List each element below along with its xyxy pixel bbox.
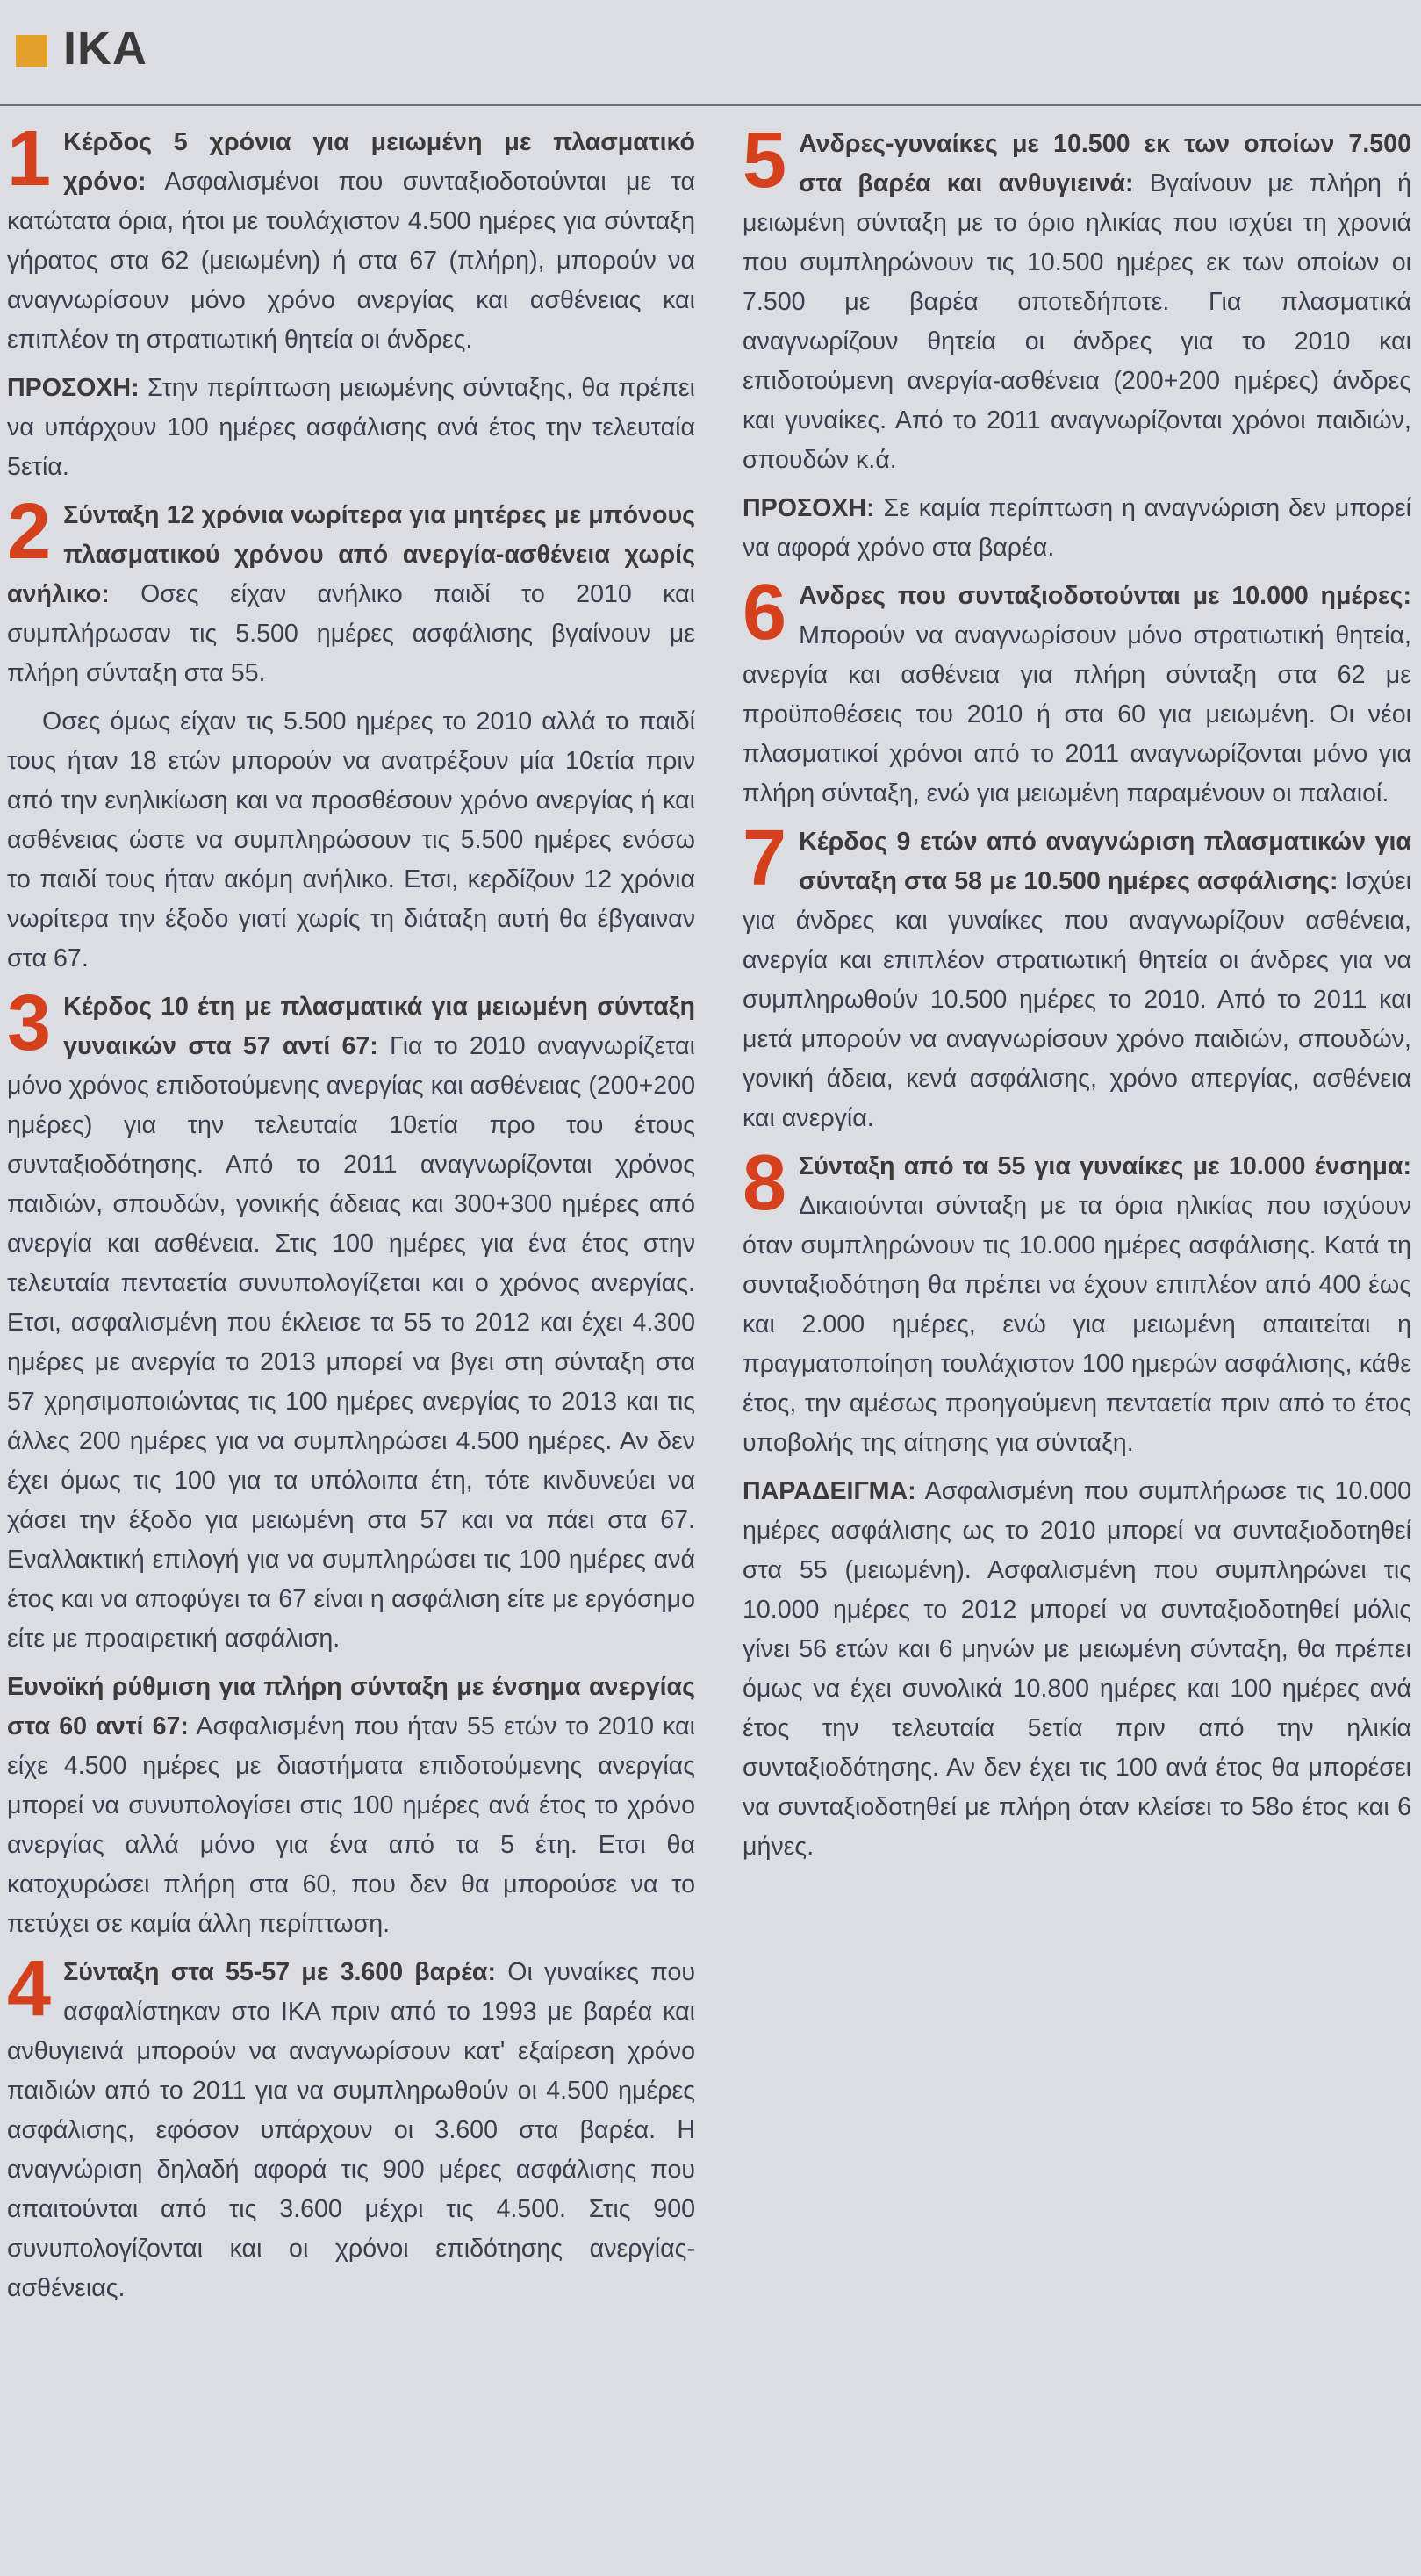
item-heading: Ανδρες-γυναίκες με 10.500 εκ των οποίων 7.500 στα βαρέα και ανθυγιεινά:	[799, 130, 1411, 197]
item-text: Οι γυναίκες που ασφαλίστηκαν στο ΙΚΑ πριν από το 1993 με βαρέα και ανθυγιεινά μπορούν να αναγνωρίσουν κατ' εξαίρεση χρόνο παιδιών από το 2011 για να συμπληρωθούν οι 4.500 ημέρες ασφάλισης, εφόσον υπάρχουν οι 3.600 στα βαρέα. Η αναγνώριση δηλαδή αφορά τις 900 μέρες ασφάλισης που απαιτούνται από τις 3.600 μέχρι τις 4.500. Στις 900 συνυπολογίζονται και οι χρόνοι επιδότησης ανεργίας-ασθένειας.	[7, 1958, 695, 2302]
item-number: 1	[7, 115, 52, 203]
item-paragraph: Οσες όμως είχαν τις 5.500 ημέρες το 2010 αλλά το παιδί τους ήταν 18 ετών μπορούν να ανατρέξουν μία 10ετία πριν από την ενηλικίωση και να προσθέσουν χρόνο ανεργίας ή και ασθένειας ώστε να συμπληρώσουν τις 5.500 ημέρες ενόσω το παιδί τους ήταν ακόμη ανήλικο. Ετσι, κερδίζουν 12 χρόνια νωρίτερα την έξοδο γιατί χωρίς τη διάταξη αυτή θα έβγαιναν στα 67.	[7, 707, 695, 972]
item-heading: Κέρδος 5 χρόνια για μειωμένη με πλασματικό χρόνο:	[63, 128, 695, 196]
left-column	[7, 115, 695, 2317]
item-4	[7, 1945, 695, 2308]
item-heading: Ανδρες που συνταξιοδοτούνται με 10.000 ημέρες:	[799, 582, 1411, 610]
item-text: Μπορούν να αναγνωρίσουν μόνο στρατιωτική θητεία, ανεργία και ασθένεια για πλήρη σύνταξη στα 62 με προϋποθέσεις του 2010 ή στα 60 για μειωμένη. Οι νέοι πλασματικοί χρόνοι από το 2011 αναγνωρίζονται μόνο για πλήρη σύνταξη, ενώ για μειωμένη παραμένουν οι παλαιοί.	[743, 621, 1411, 807]
item-number: 5	[743, 117, 787, 205]
subsection-heading: Ευνοϊκή ρύθμιση για πλήρη σύνταξη με ένσημα ανεργίας στα 60 αντί 67:	[7, 1673, 695, 1740]
note-text: Σε καμία περίπτωση η αναγνώριση δεν μπορεί να αφορά χρόνο στα βαρέα.	[743, 494, 1411, 562]
right-column	[743, 117, 1411, 1876]
item-heading: Κέρδος 9 ετών από αναγνώριση πλασματικών για σύνταξη στα 58 με 10.500 ημέρες ασφάλισης:	[799, 828, 1411, 895]
item-7	[743, 814, 1411, 1138]
section-title: ΙΚΑ	[63, 22, 147, 75]
item-3	[7, 979, 695, 1944]
item-1	[7, 115, 695, 487]
item-number: 2	[7, 488, 52, 576]
subsection-text: Ασφαλισμένη που ήταν 55 ετών το 2010 και είχε 4.500 ημέρες με διαστήματα επιδοτούμενης ανεργίας μπορεί να συνυπολογίσει στις 100 ημέρες ανά έτος το χρόνο ανεργίας αλλά μόνο για ένα από τα 5 έτη. Ετσι θα κατοχυρώσει πλήρη στα 60, που δεν θα μπορούσε να το πετύχει σε καμία άλλη περίπτωση.	[7, 1712, 695, 1938]
note-text: Στην περίπτωση μειωμένης σύνταξης, θα πρέπει να υπάρχουν 100 ημέρες ασφάλισης ανά έτος την τελευταία 5ετία.	[7, 374, 695, 481]
item-number: 7	[743, 814, 787, 902]
item-text: Ασφαλισμένοι που συνταξιοδοτούνται με τα κατώτατα όρια, ήτοι με τουλάχιστον 4.500 ημέρες για σύνταξη γήρατος στα 62 (μειωμένη) ή στα 67 (πλήρη), μπορούν να αναγνωρίσουν μόνο χρόνο ανεργίας και ασθένειας και επιπλέον τη στρατιωτική θητεία οι άνδρες.	[7, 168, 695, 354]
item-5	[743, 117, 1411, 568]
item-8	[743, 1139, 1411, 1867]
note-label: ΠΡΟΣΟΧΗ:	[7, 374, 140, 402]
item-text: Οσες είχαν ανήλικο παιδί το 2010 και συμπλήρωσαν τις 5.500 ημέρες ασφάλισης βγαίνουν με πλήρη σύνταξη στα 55.	[7, 580, 695, 687]
item-number: 3	[7, 979, 52, 1067]
item-heading: Σύνταξη από τα 55 για γυναίκες με 10.000 ένσημα:	[799, 1152, 1411, 1180]
orange-square-icon	[16, 35, 47, 67]
note-label: ΠΡΟΣΟΧΗ:	[743, 494, 875, 522]
item-heading: Κέρδος 10 έτη με πλασματικά για μειωμένη σύνταξη γυναικών στα 57 αντί 67:	[63, 993, 695, 1060]
item-number: 8	[743, 1139, 787, 1227]
item-number: 6	[743, 569, 787, 657]
section-header	[0, 0, 1421, 106]
item-number: 4	[7, 1945, 52, 2033]
item-2	[7, 488, 695, 979]
item-text: Βγαίνουν με πλήρη ή μειωμένη σύνταξη με το όριο ηλικίας που ισχύει τη χρονιά που συμπληρώνουν τις 10.500 ημέρες εκ των οποίων οι 7.500 με βαρέα οποτεδήποτε. Για πλασματικά αναγνωρίζουν θητεία οι άνδρες για το 2010 και επιδοτούμενη ανεργία-ασθένεια (200+200 ημέρες) άνδρες και γυναίκες. Από το 2011 αναγνωρίζονται χρόνοι παιδιών, σπουδών κ.ά.	[743, 169, 1411, 474]
item-text: Δικαιούνται σύνταξη με τα όρια ηλικίας που ισχύουν όταν συμπληρώνουν τις 10.000 ημέρες ασφάλισης. Κατά τη συνταξιοδότηση θα πρέπει να έχουν επιπλέον από 400 έως και 2.000 ημέρες, ενώ για μειωμένη απαιτείται η πραγματοποίηση τουλάχιστον 100 ημερών ασφάλισης, κάθε έτος, την αμέσως προηγούμενη πενταετία πριν από το έτος υποβολής της αίτησης για σύνταξη.	[743, 1192, 1411, 1457]
item-6	[743, 569, 1411, 814]
item-heading: Σύνταξη 12 χρόνια νωρίτερα για μητέρες με μπόνους πλασματικού χρόνου από ανεργία-ασθένεια χωρίς ανήλικο:	[7, 501, 695, 608]
item-text: Για το 2010 αναγνωρίζεται μόνο χρόνος επιδοτούμενης ανεργίας και ασθένειας (200+200 ημέρες) για την τελευταία 10ετία προ του έτους συνταξιοδότησης. Από το 2011 αναγνωρίζονται χρόνος παιδιών, σπουδών, γονικής άδειας και 300+300 ημέρες από ανεργία και ασθένεια. Στις 100 ημέρες για ένα έτος στην τελευταία πενταετία συνυπολογίζεται και ο χρόνος ανεργίας. Ετσι, ασφαλισμένη που έκλεισε τα 55 το 2012 και έχει 4.300 ημέρες με ανεργία το 2013 μπορεί να βγει στη σύνταξη στα 57 χρησιμοποιώντας τις 100 ημέρες ανεργίας το 2013 και τις άλλες 200 ημέρες για να συμπληρώσει 4.500 ημέρες. Αν δεν έχει όμως τις 100 για τα υπόλοιπα έτη, τότε κινδυνεύει να χάσει την έξοδο για μειωμένη στα 57 και να πάει στα 67. Εναλλακτική επιλογή για να συμπληρώσει τις 100 ημέρες ανά έτος και να αποφύγει τα 67 είναι η ασφάλιση είτε με εργόσημο είτε με προαιρετική ασφάλιση.	[7, 1032, 695, 1653]
item-heading: Σύνταξη στα 55-57 με 3.600 βαρέα:	[63, 1958, 497, 1986]
item-text: Ισχύει για άνδρες και γυναίκες που αναγνωρίζουν ασθένεια, ανεργία και επιπλέον στρατιωτική θητεία οι άνδρες για να συμπληρωθούν 10.500 ημέρες το 2010. Από το 2011 και μετά μπορούν να αναγνωρίσουν χρόνο παιδιών, σπουδών, γονική άδεια, κενά ασφάλισης, χρόνο απεργίας, ασθένεια και ανεργία.	[743, 867, 1411, 1132]
example-text: Ασφαλισμένη που συμπλήρωσε τις 10.000 ημέρες ασφάλισης ως το 2010 μπορεί να συνταξιοδοτηθεί στα 55 (μειωμένη). Ασφαλισμένη που συμπληρώνει τις 10.000 ημέρες το 2012 μπορεί να συνταξιοδοτηθεί μόλις γίνει 56 ετών και 6 μηνών με μειωμένη σύνταξη, θα πρέπει όμως να έχει συνολικά 10.800 ημέρες και 100 ημέρες ανά έτος την τελευταία 5ετία πριν από την ηλικία συνταξιοδότησης. Αν δεν έχει τις 100 ανά έτος θα μπορέσει να συνταξιοδοτηθεί με πλήρη όταν κλείσει το 58ο έτος και 6 μήνες.	[743, 1477, 1411, 1861]
example-label: ΠΑΡΑΔΕΙΓΜΑ:	[743, 1477, 916, 1505]
